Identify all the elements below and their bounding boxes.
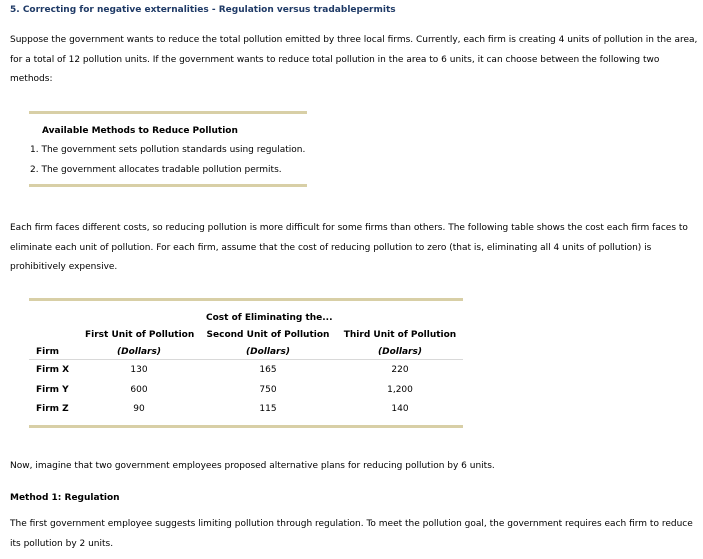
table-cell: 140 [391, 404, 409, 414]
table-cell: 130 [130, 365, 148, 375]
table-cell: 90 [133, 404, 145, 414]
intro-paragraph: Suppose the government wants to reduce the total pollution emitted by three local firms. Currently, each firm is creating 4 units of pollution in the area, for a total of 12 pollution units. If the government wants to reduce total pollution in the area to 6 units, it can choose between the following two methods: [10, 35, 698, 84]
column-header-second: Second Unit of Pollution [206, 330, 330, 340]
method-1-heading: Method 1: Regulation [10, 493, 120, 503]
table-cell: 165 [259, 365, 277, 375]
unit-label-first: (Dollars) [117, 347, 161, 357]
group-header: Cost of Eliminating the... [206, 313, 333, 323]
page-title: 5. Correcting for negative externalities - Regulation versus tradablepermits [10, 5, 396, 15]
table-cell: 750 [259, 385, 277, 395]
table-cell: 600 [130, 385, 148, 395]
regulation-paragraph: The first government employee suggests limiting pollution through regulation. To meet the pollution goal, the government requires each firm to reduce its pollution by 2 units. [10, 519, 693, 549]
alternative-plans-paragraph: Now, imagine that two government employees proposed alternative plans for reducing pollution by 6 units. [10, 461, 495, 471]
table-cell: 115 [259, 404, 277, 414]
cost-description-paragraph: Each firm faces different costs, so reducing pollution is more difficult for some firms than others. The following table shows the cost each firm faces to eliminate each unit of pollution. For each firm, assume that the cost of reducing pollution to zero (that is, eliminating all 4 units of pollution) is prohibitively expensive. [10, 223, 688, 272]
methods-box-heading: Available Methods to Reduce Pollution [42, 126, 238, 136]
method-item-1: 1. The government sets pollution standards using regulation. [30, 145, 306, 155]
table-cell: 1,200 [387, 385, 413, 395]
firm-header: Firm [36, 347, 60, 357]
table-cell: 220 [391, 365, 409, 375]
methods-box [29, 111, 307, 187]
column-header-first: First Unit of Pollution [85, 330, 195, 340]
column-header-third: Third Unit of Pollution [343, 330, 457, 340]
table-row-firm: Firm X [36, 365, 70, 375]
cost-table [29, 298, 463, 428]
table-row-firm: Firm Y [36, 385, 69, 395]
method-item-2: 2. The government allocates tradable pollution permits. [30, 165, 282, 175]
unit-label-third: (Dollars) [378, 347, 422, 357]
header-divider [29, 359, 463, 360]
table-row-firm: Firm Z [36, 404, 69, 414]
unit-label-second: (Dollars) [246, 347, 290, 357]
